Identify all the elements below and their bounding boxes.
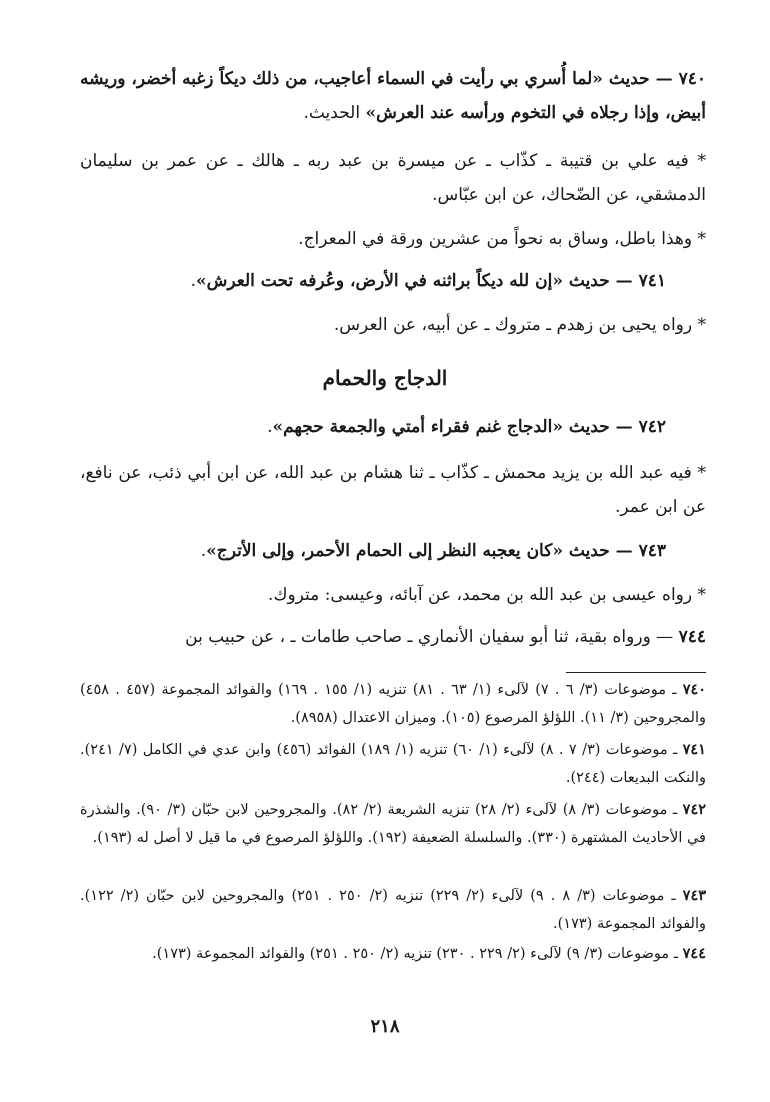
entry-suffix: . [190,271,196,291]
entry-number: ٧٤١ [638,271,666,291]
footnote-number: ٧٤٣ [682,887,707,904]
page-number: ٢١٨ [370,1016,400,1037]
entry-suffix: . [267,417,273,437]
footnote-number: ٧٤٠ [682,681,707,698]
footnote-number: ٧٤٤ [682,945,706,962]
entry-suffix: . [200,541,207,561]
hadith-entry-744 [80,620,706,654]
hadith-text: «إن لله ديكاً براثنه في الأرض، وعُرفه تحت العرش» [195,271,563,291]
footnote-number: ٧٤٢ [682,801,707,818]
hadith-entry-742 [80,410,666,444]
footnote-separator [566,672,706,673]
entry-text: — ورواه بقية، ثنا أبو سفيان الأنماري ـ صاحب طامات ـ ، عن حبيب بن [185,627,679,647]
footnote-text: ـ موضوعات (٣/ ٨ . ٩) لآلىء (٢/ ٢٢٩) تنزيه (٢/ ٢٥٠ . ٢٥١) والمجروحين لابن حبّان (٢/ ١٢٢). والفوائد المجموعة (١٧٣). [80,888,706,932]
comment-741: * رواه يحيى بن زهدم ـ متروك ـ عن أبيه، عن العرس. [333,315,706,335]
footnote-744 [80,940,706,968]
entry-intro: — حديث [562,417,639,437]
comment-742: * فيه عبد الله بن يزيد محمش ـ كذّاب ـ ثنا هشام بن عبد الله، عن ابن أبي ذئب، عن نافع، عن ابن عمر. [80,463,706,517]
footnote-text: ـ موضوعات (٣/ ٦ . ٧) لآلىء (١/ ٦٣ . ٨١) تنزيه (١/ ١٥٥ . ١٦٩) والفوائد المجموعة (٤٥٧ . ٤٥٨) والمجروحين (٣/ ١١). اللؤلؤ المرصوع (١٠٥). وميزان الاعتدال (٨٩٥٨). [80,682,706,726]
footnote-text: ـ موضوعات (٣/ ٧ . ٨) لآلىء (١/ ٦٠) تنزيه (١/ ١٨٩) الفوائد (٤٥٦) وابن عدي في الكامل (٧/ ٢٤١). والنكت البديعات (٢٤٤). [80,742,706,786]
footnote-number: ٧٤١ [682,741,706,758]
comment-740-narrators: * فيه علي بن قتيبة ـ كذّاب ـ عن ميسرة بن عبد ربه ـ هالك ـ عن عمر بن سليمان الدمشقي، عن الضّحاك، عن ابن عبّاس. [80,151,706,205]
footnote-742 [80,796,706,852]
footnote-741 [80,736,706,792]
comment-743: * رواه عيسى بن عبد الله بن محمد، عن آبائه، وعيسى: متروك. [268,585,706,605]
entry-number: ٧٤٤ [678,627,706,647]
hadith-entry-743 [80,534,666,568]
entry-suffix: الحديث. [303,103,366,123]
hadith-entry-741 [80,264,666,298]
footnote-740 [80,676,706,732]
comment-740-verdict: * وهذا باطل، وساق به نحواً من عشرين ورقة في المعراج. [298,229,706,249]
entry-number: ٧٤٠ [678,69,706,89]
entry-intro: — حديث [562,541,639,561]
hadith-text: «لما أُسري بي رأيت في السماء أعاجيب، من ذلك ديكاً زغبه أخضر، وريشه أبيض، وإذا رجلاه في التخوم ورأسه عند العرش» [80,69,706,123]
entry-number: ٧٤٣ [638,541,666,561]
hadith-entry-740 [80,62,706,130]
section-heading: الدجاج والحمام [322,366,448,390]
entry-number: ٧٤٢ [638,417,666,437]
footnote-text: ـ موضوعات (٣/ ٩) لآلىء (٢/ ٢٢٩ . ٢٣٠) تنزيه (٢/ ٢٥٠ . ٢٥١) والفوائد المجموعة (١٧٣). [152,946,683,962]
hadith-text: «الدجاج غنم فقراء أمتي والجمعة حجهم» [272,417,563,437]
entry-intro: — حديث [602,69,679,89]
footnote-743 [80,882,706,938]
hadith-text: «كان يعجبه النظر إلى الحمام الأحمر، وإلى الأترج» [206,541,563,561]
footnote-text: ـ موضوعات (٣/ ٨) لآلىء (٢/ ٢٨) تنزيه الشريعة (٢/ ٨٢). والمجروحين لابن حبّان (٣/ ٩٠). والشذرة في الأحاديث المشتهرة (٣٣٠). والسلسلة الضعيفة (١٩٢). واللؤلؤ المرصوع في ما قيل لا أصل له (١٩٣). [80,802,706,846]
entry-intro: — حديث [562,271,639,291]
